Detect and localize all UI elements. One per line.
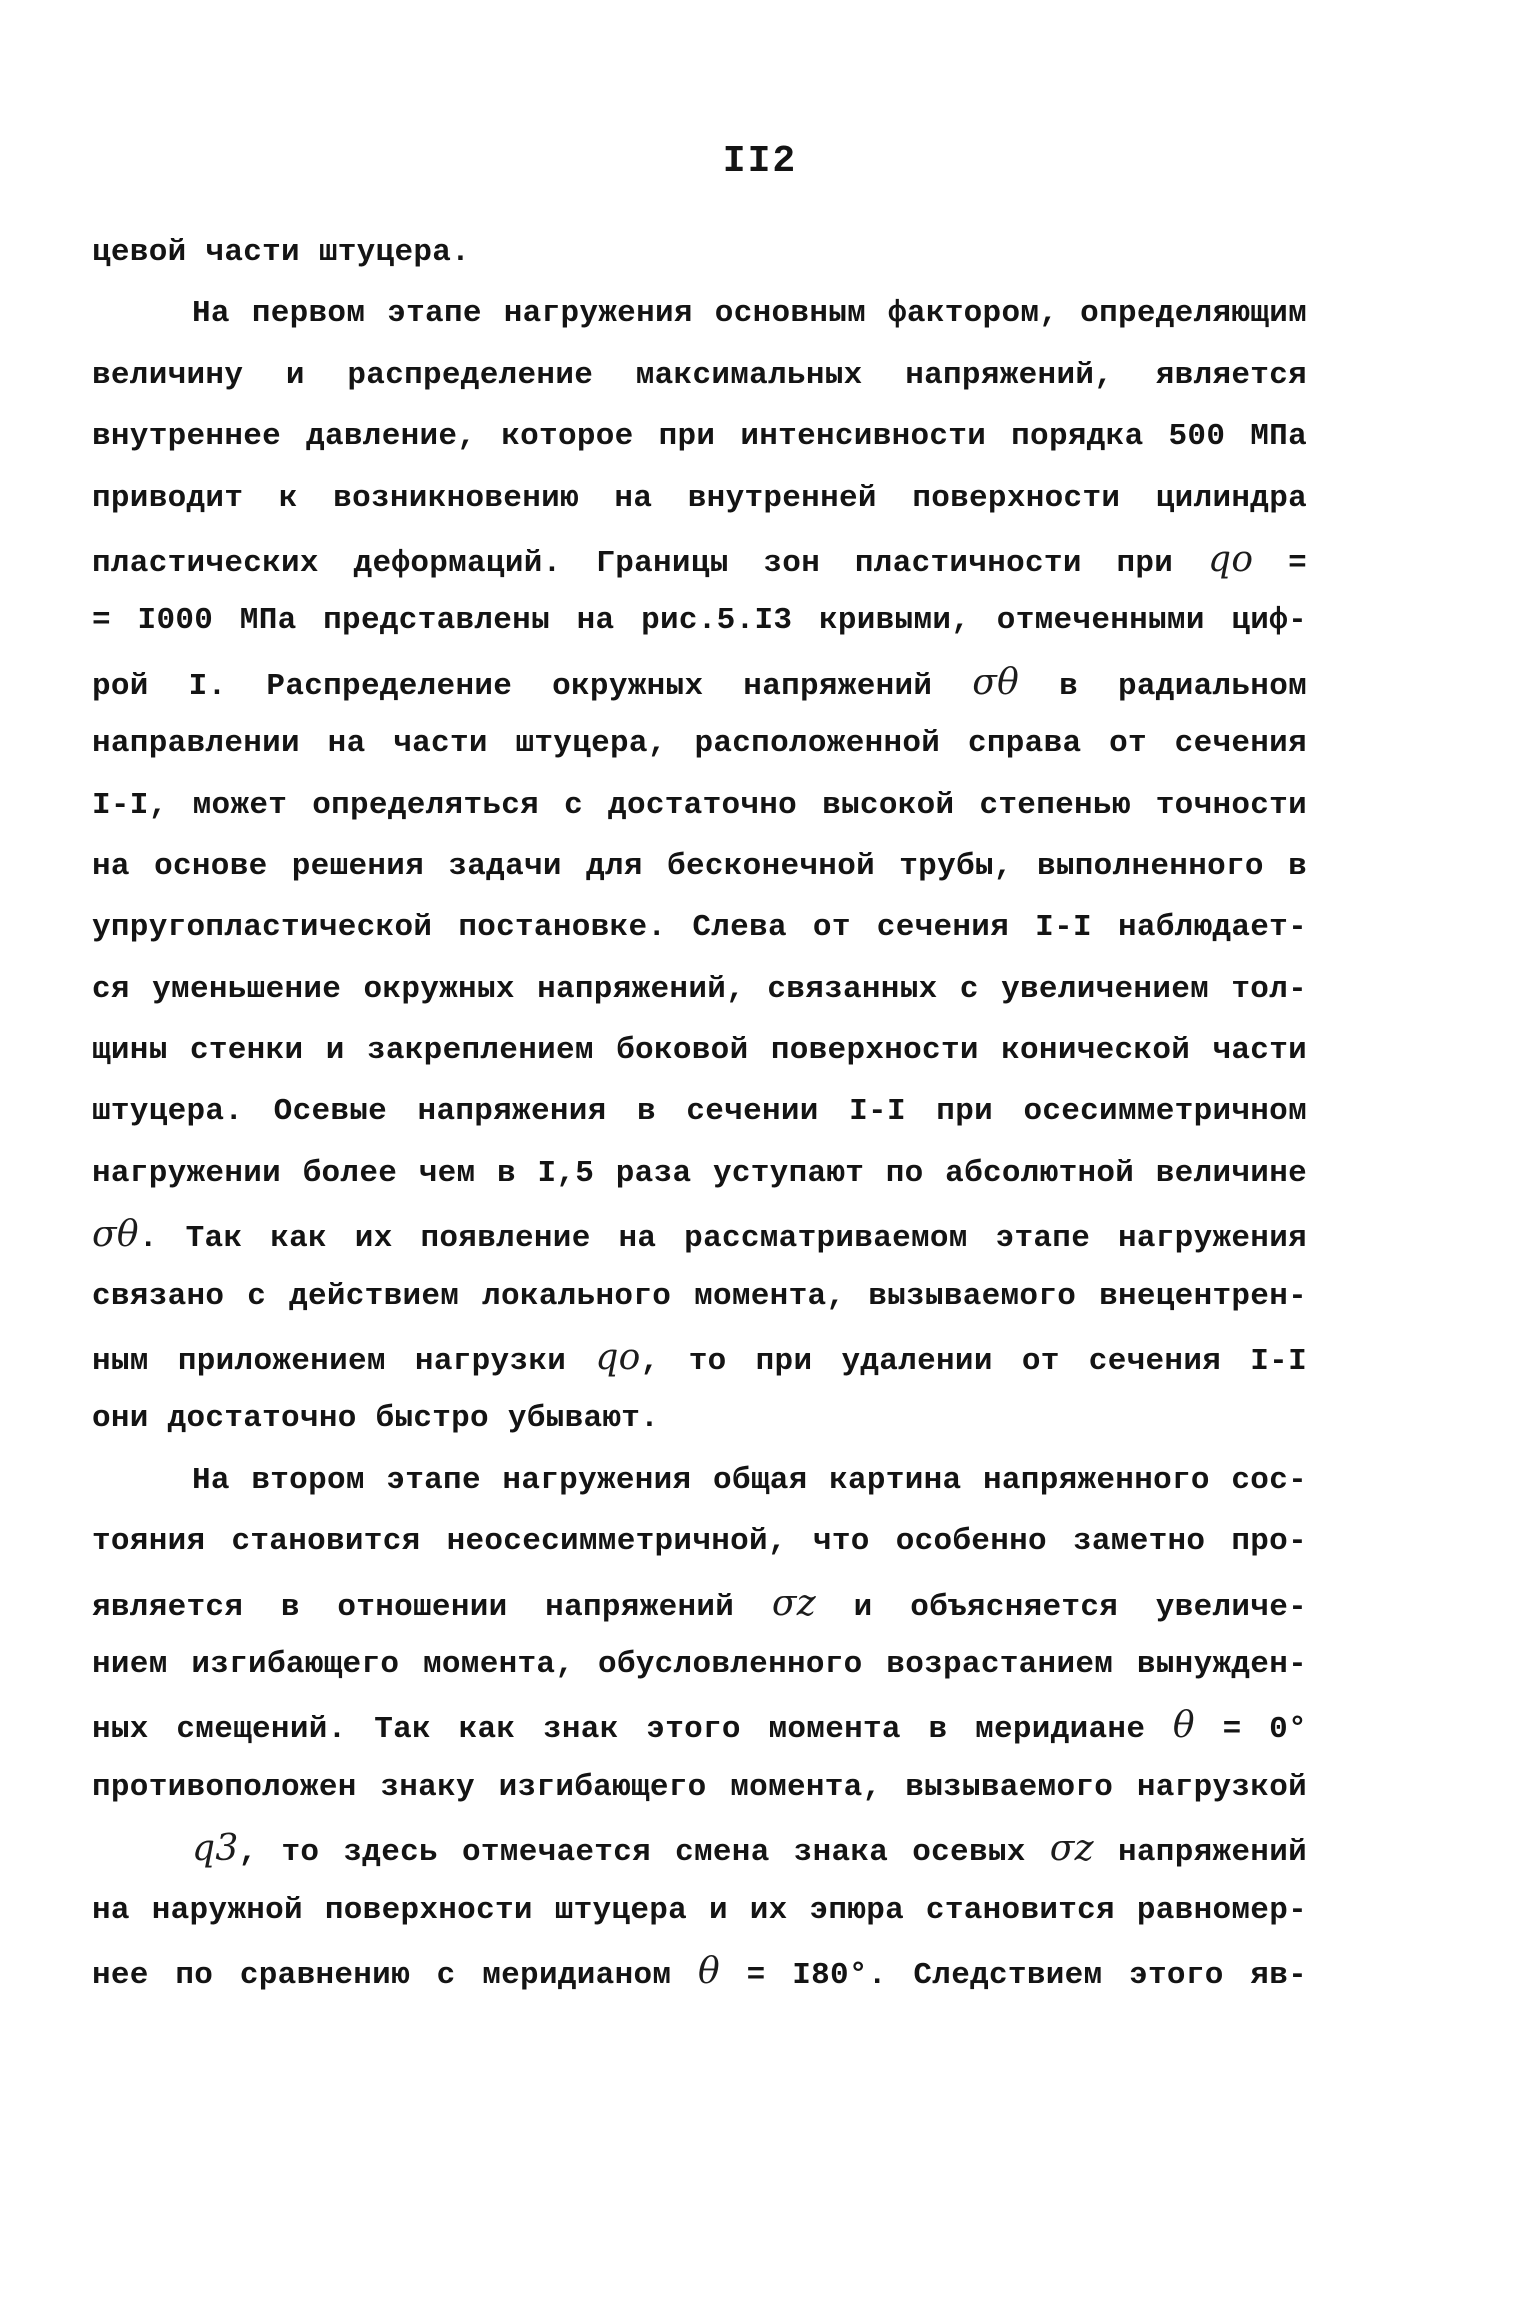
- handwritten-symbol: qo: [1207, 538, 1254, 580]
- handwritten-symbol: σθ: [92, 1214, 139, 1256]
- text-line: [92, 1388, 1307, 1449]
- text-line: [92, 1573, 1307, 1634]
- text-line: [92, 529, 1307, 590]
- handwritten-symbol: qo: [595, 1337, 641, 1379]
- text-line: [92, 959, 1307, 1020]
- line-text: = I000 МПа представлены на рис.5.I3 кривыми, отмеченными циф-: [92, 603, 1307, 639]
- line-text: приводит к возникновению на внутренней поверхности цилиндра: [92, 480, 1307, 516]
- line-text: и объясняется увеличе-: [853, 1589, 1307, 1625]
- line-text: величину и распределение максимальных напряжений, является: [92, 357, 1307, 393]
- line-text: пластических деформаций. Границы зон пластичности при: [92, 545, 1174, 581]
- body-text: [92, 222, 1307, 2002]
- handwritten-symbol: σz: [771, 1582, 817, 1624]
- handwritten-symbol: θ: [1172, 1705, 1195, 1747]
- line-text: тояния становится неосесимметричной, что особенно заметно про-: [92, 1524, 1307, 1560]
- line-text: противоположен знаку изгибающего момента, вызываемого нагрузкой: [92, 1769, 1307, 1805]
- line-text: на наружной поверхности штуцера и их эпюра становится равномер-: [92, 1892, 1307, 1928]
- line-text: ным приложением нагрузки: [92, 1344, 567, 1380]
- text-line: [92, 1266, 1307, 1327]
- text-line: [92, 1327, 1307, 1388]
- text-line: [92, 1880, 1307, 1941]
- line-text: I-I, может определяться с достаточно высокой степенью точности: [92, 787, 1307, 823]
- line-text: нием изгибающего момента, обусловленного возрастанием вынужден-: [92, 1646, 1307, 1682]
- line-text: является в отношении напряжений: [92, 1589, 735, 1625]
- text-line: [92, 222, 1307, 283]
- line-text: внутреннее давление, которое при интенсивности порядка 500 МПа: [92, 419, 1307, 455]
- text-line: [92, 775, 1307, 836]
- line-text: связано с действием локального момента, вызываемого внецентрен-: [92, 1278, 1307, 1314]
- text-line: [92, 836, 1307, 897]
- text-line: [92, 1634, 1307, 1695]
- line-text: =: [1288, 545, 1307, 581]
- line-text: щины стенки и закреплением боковой поверхности конической части: [92, 1033, 1307, 1069]
- line-text: ных смещений. Так как знак этого момента в меридиане: [92, 1712, 1146, 1748]
- line-text: , то при удалении от сечения I-I: [640, 1344, 1307, 1380]
- text-line: [92, 1204, 1307, 1265]
- line-text: рой I. Распределение окружных напряжений: [92, 668, 933, 704]
- line-text: , то здесь отмечается смена знака осевых: [238, 1835, 1026, 1871]
- handwritten-symbol: σz: [1049, 1828, 1094, 1870]
- text-line: [92, 468, 1307, 529]
- line-text: . Так как их появление на рассматриваемом этапе нагружения: [138, 1221, 1307, 1257]
- handwritten-symbol: σθ: [972, 661, 1020, 703]
- line-text: напряжений: [1117, 1835, 1308, 1871]
- text-line: [92, 1020, 1307, 1081]
- text-line: [92, 1757, 1307, 1818]
- line-text: На втором этапе нагружения общая картина напряженного сос-: [192, 1462, 1307, 1498]
- handwritten-symbol: q3: [192, 1828, 239, 1870]
- line-text: ся уменьшение окружных напряжений, связанных с увеличением тол-: [92, 971, 1307, 1007]
- line-text: направлении на части штуцера, расположенной справа от сечения: [92, 726, 1307, 762]
- text-line: [92, 1695, 1307, 1756]
- text-line: [92, 652, 1307, 713]
- text-line: [92, 406, 1307, 467]
- text-line: [92, 283, 1307, 344]
- text-line: [92, 1143, 1307, 1204]
- text-line: [92, 345, 1307, 406]
- text-line: [92, 713, 1307, 774]
- line-text: нагружении более чем в I,5 раза уступают по абсолютной величине: [92, 1155, 1307, 1191]
- line-text: штуцера. Осевые напряжения в сечении I-I при осесимметричном: [92, 1094, 1307, 1130]
- page-number: II2: [722, 140, 798, 183]
- text-line: [92, 897, 1307, 958]
- text-line: [92, 1818, 1307, 1879]
- line-text: они достаточно быстро убывают.: [92, 1401, 660, 1437]
- line-text: = 0°: [1222, 1712, 1307, 1748]
- line-text: = I80°. Следствием этого яв-: [746, 1957, 1308, 1993]
- line-text: На первом этапе нагружения основным фактором, определяющим: [192, 296, 1307, 332]
- handwritten-symbol: θ: [697, 1950, 720, 1992]
- text-line: [92, 1081, 1307, 1142]
- line-text: на основе решения задачи для бесконечной трубы, выполненного в: [92, 848, 1307, 884]
- line-text: нее по сравнению с меридианом: [92, 1957, 672, 1993]
- line-text: цевой части штуцера.: [92, 235, 471, 270]
- line-text: упругопластической постановке. Слева от сечения I-I наблюдает-: [92, 910, 1307, 946]
- line-text: в радиальном: [1059, 668, 1308, 704]
- text-line: [92, 1511, 1307, 1572]
- text-line: [92, 590, 1307, 651]
- text-line: [92, 1941, 1307, 2002]
- text-line: [92, 1450, 1307, 1511]
